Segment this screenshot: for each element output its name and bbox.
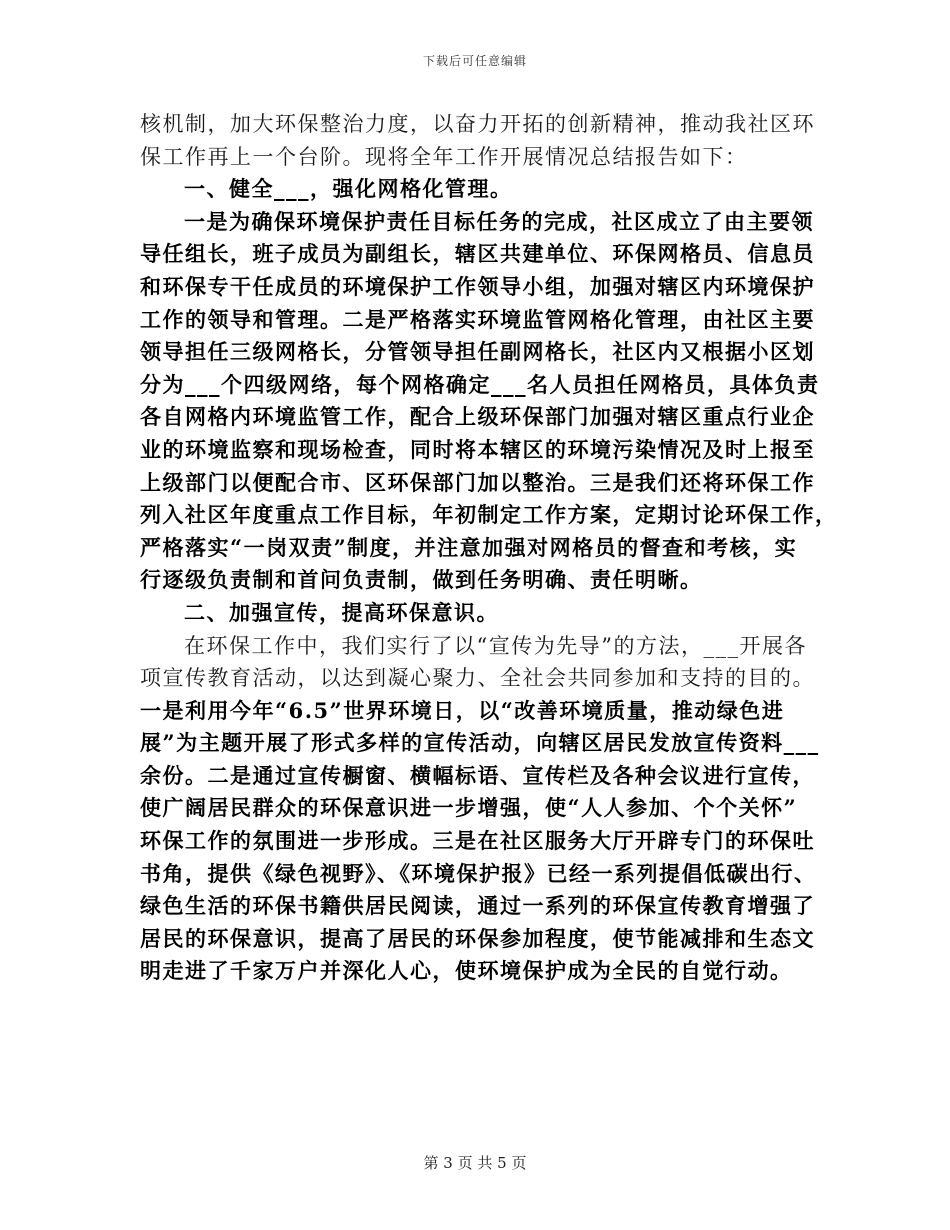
text-line: 业的环境监察和现场检查，同时将本辖区的环境污染情况及时上报至 xyxy=(140,436,815,462)
text-line: 列入社区年度重点工作目标，年初制定工作方案，定期讨论环保工作， xyxy=(140,502,838,528)
text-line: 展”为主题开展了形式多样的宣传活动，向辖区居民发放宣传资料___ xyxy=(140,730,820,756)
text-line: 一是为确保环境保护责任目标任务的完成，社区成立了由主要领 xyxy=(184,208,814,234)
text-line: 分为___个四级网络，每个网格确定___名人员担任网格员，具体负责 xyxy=(140,371,820,397)
text-line: 使广阔居民群众的环保意识进一步增强，使“人人参加、个个关怀” xyxy=(140,795,798,821)
text-line: 一是利用今年“6.5”世界环境日，以“改善环境质量，推动绿色进 xyxy=(140,697,785,723)
text-line: 保工作再上一个台阶。现将全年工作开展情况总结报告如下： xyxy=(140,144,748,169)
text-line: 行逐级负责制和首问负责制，做到任务明确、责任明晰。 xyxy=(140,567,703,593)
text-line: 明走进了千家万户并深化人心，使环境保护成为全民的自觉行动。 xyxy=(140,958,793,984)
text-line: 绿色生活的环保书籍供居民阅读，通过一系列的环保宣传教育增强了 xyxy=(140,893,815,919)
text-line: 余份。二是通过宣传橱窗、横幅标语、宣传栏及各种会议进行宣传， xyxy=(140,762,815,788)
text-line: 上级部门以便配合市、区环保部门加以整治。三是我们还将环保工作 xyxy=(140,469,815,495)
text-line: 严格落实“一岗双责”制度，并注意加强对网格员的督查和考核，实 xyxy=(140,534,798,560)
header-note: 下载后可任意编辑 xyxy=(422,54,527,68)
text-line: 各自网格内环境监管工作，配合上级环保部门加强对辖区重点行业企 xyxy=(140,404,815,430)
section-heading: 二、加强宣传，提高环保意识。 xyxy=(184,599,499,625)
section-heading: 一、健全___，强化网格化管理。 xyxy=(184,176,513,202)
text-line: 项宣传教育活动，以达到凝心聚力、全社会共同参加和支持的目的。 xyxy=(140,666,815,691)
text-line: 工作的领导和管理。二是严格落实环境监管网格化管理，由社区主要 xyxy=(140,306,815,332)
text-line: 领导担任三级网格长，分管领导担任副网格长，社区内又根据小区划 xyxy=(140,339,815,365)
text-line: 环保工作的氛围进一步形成。三是在社区服务大厅开辟专门的环保吐 xyxy=(140,828,815,854)
text-line: 核机制，加大环保整治力度，以奋力开拓的创新精神，推动我社区环 xyxy=(140,112,815,136)
text-line: 居民的环保意识，提高了居民的环保参加程度，使节能减排和生态文 xyxy=(140,925,815,951)
page-number-footer: 第 3 页 共 5 页 xyxy=(423,1154,527,1172)
text-line: 和环保专干任成员的环境保护工作领导小组，加强对辖区内环境保护 xyxy=(140,273,815,299)
document-body xyxy=(140,108,838,988)
text-line: 导任组长，班子成员为副组长，辖区共建单位、环保网格员、信息员 xyxy=(140,241,815,267)
text-line: 在环保工作中，我们实行了以“宣传为先导”的方法，___开展各 xyxy=(184,633,807,658)
text-line: 书角，提供《绿色视野》、《环境保护报》已经一系列提倡低碳出行、 xyxy=(140,860,817,886)
